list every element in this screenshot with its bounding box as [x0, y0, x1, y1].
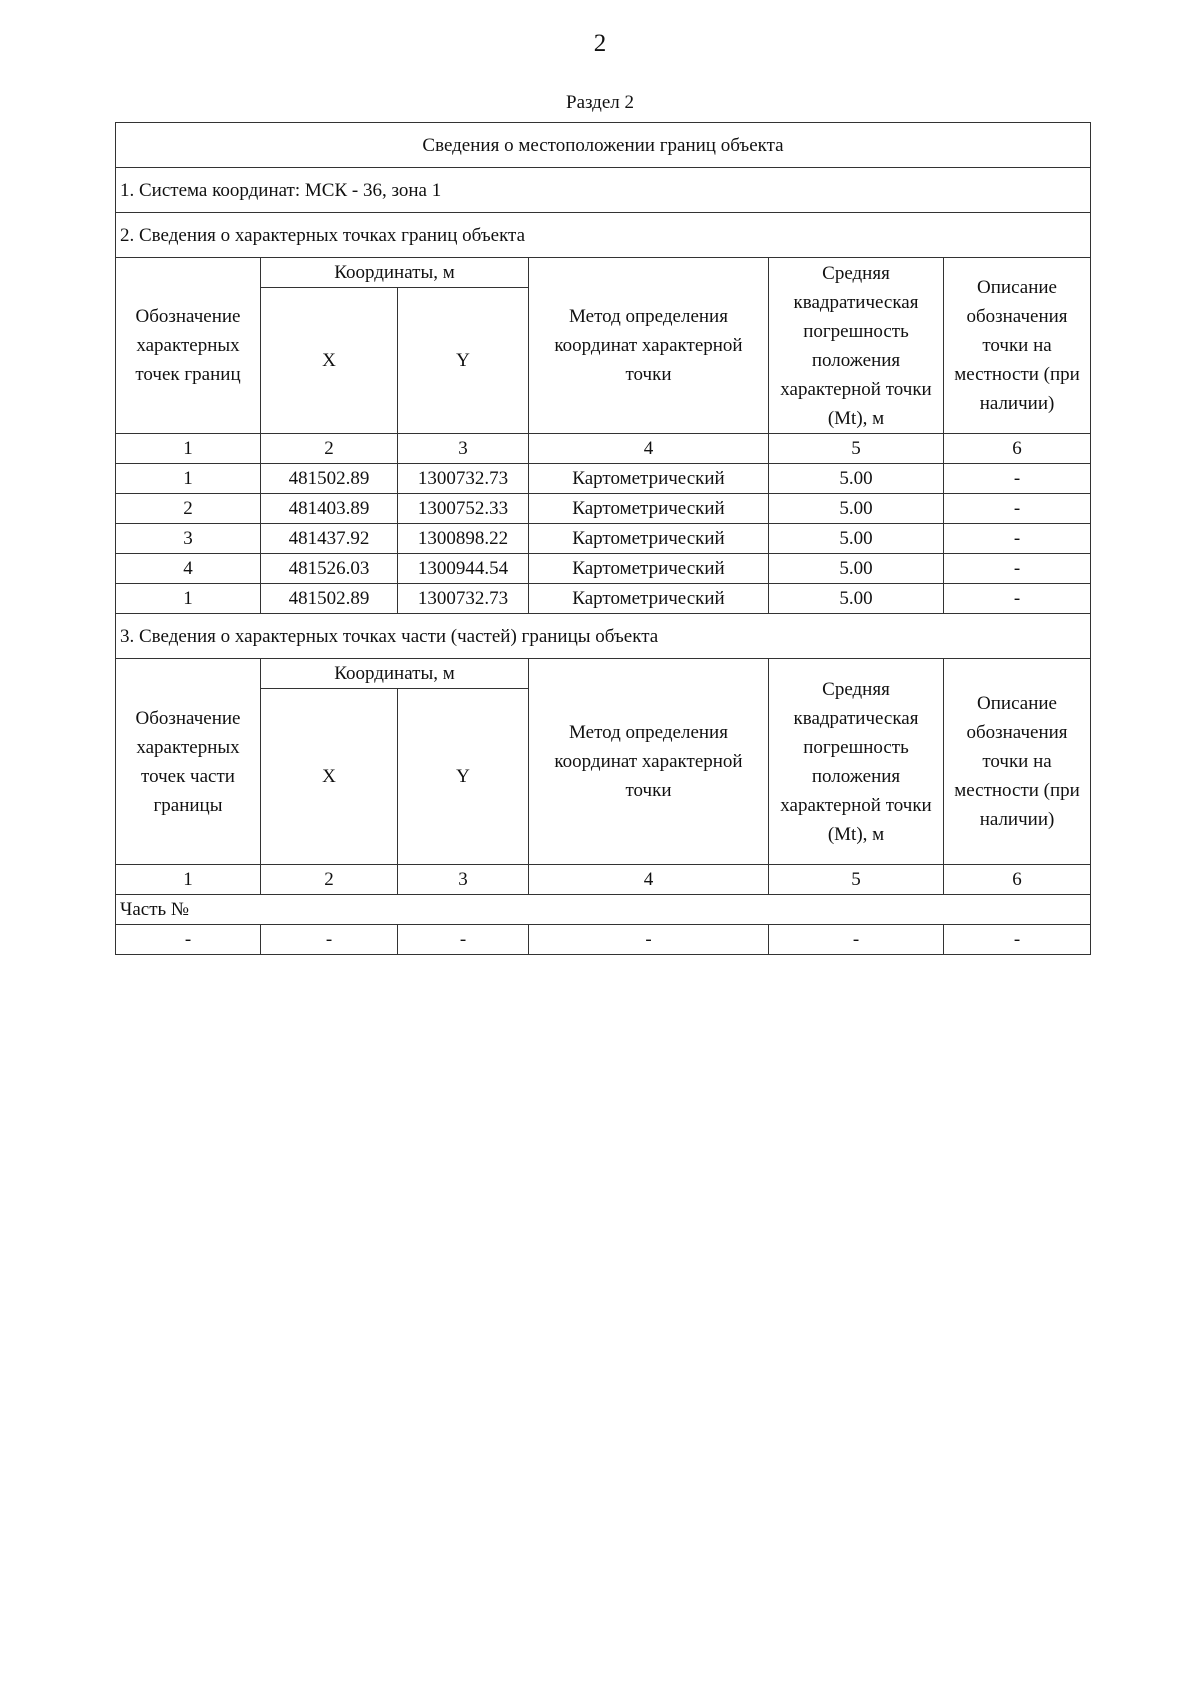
point-number: 1 — [116, 584, 261, 614]
method: - — [529, 925, 769, 955]
column-number: 4 — [529, 865, 769, 895]
method: Картометрический — [529, 554, 769, 584]
coord-y: 1300752.33 — [398, 494, 529, 524]
part3-header-y: Y — [398, 689, 529, 865]
part2-header-error: Средняя квадратическая погрешность положения характерной точки (Mt), м — [769, 258, 944, 434]
part3-header-description: Описание обозначения точки на местности (при наличии) — [944, 659, 1091, 865]
page-number: 2 — [593, 30, 607, 57]
point-number: 1 — [116, 464, 261, 494]
coord-x: - — [261, 925, 398, 955]
column-number: 5 — [769, 865, 944, 895]
coord-y: 1300732.73 — [398, 584, 529, 614]
part3-header-x: X — [261, 689, 398, 865]
coord-x: 481502.89 — [261, 464, 398, 494]
error: 5.00 — [769, 524, 944, 554]
section-title: Раздел 2 — [566, 92, 634, 113]
part2-header-y: Y — [398, 288, 529, 434]
column-number: 2 — [261, 865, 398, 895]
method: Картометрический — [529, 464, 769, 494]
part3-column-numbers — [116, 865, 1091, 895]
coord-x: 481437.92 — [261, 524, 398, 554]
part2-header-coordinates: Координаты, м — [261, 258, 529, 288]
point-number: 4 — [116, 554, 261, 584]
part2-column-numbers — [116, 434, 1091, 464]
description: - — [944, 584, 1091, 614]
coord-y: - — [398, 925, 529, 955]
column-number: 1 — [116, 434, 261, 464]
part3-header-error: Средняя квадратическая погрешность положения характерной точки (Mt), м — [769, 659, 944, 865]
column-number: 2 — [261, 434, 398, 464]
column-number: 6 — [944, 434, 1091, 464]
table-row — [116, 464, 1091, 494]
part2-heading: 2. Сведения о характерных точках границ объекта — [116, 213, 1091, 258]
part3-header-coordinates: Координаты, м — [261, 659, 529, 689]
point-number: 3 — [116, 524, 261, 554]
coordinate-system: 1. Система координат: МСК - 36, зона 1 — [116, 168, 1091, 213]
coord-x: 481526.03 — [261, 554, 398, 584]
column-number: 4 — [529, 434, 769, 464]
point-number: - — [116, 925, 261, 955]
description: - — [944, 925, 1091, 955]
part-label: Часть № — [116, 895, 1091, 925]
method: Картометрический — [529, 584, 769, 614]
error: 5.00 — [769, 464, 944, 494]
column-number: 5 — [769, 434, 944, 464]
error: 5.00 — [769, 554, 944, 584]
table-row — [116, 524, 1091, 554]
table-title: Сведения о местоположении границ объекта — [116, 123, 1091, 168]
point-number: 2 — [116, 494, 261, 524]
part3-header-method: Метод определения координат характерной точки — [529, 659, 769, 865]
part2-header-description: Описание обозначения точки на местности (при наличии) — [944, 258, 1091, 434]
coord-x: 481403.89 — [261, 494, 398, 524]
table-row — [116, 494, 1091, 524]
part3-header-point-designation: Обозначение характерных точек части границы — [116, 659, 261, 865]
column-number: 3 — [398, 434, 529, 464]
description: - — [944, 494, 1091, 524]
coord-y: 1300944.54 — [398, 554, 529, 584]
part2-header-method: Метод определения координат характерной точки — [529, 258, 769, 434]
part2-header-x: X — [261, 288, 398, 434]
column-number: 3 — [398, 865, 529, 895]
part2-header-point-designation: Обозначение характерных точек границ — [116, 258, 261, 434]
description: - — [944, 524, 1091, 554]
column-number: 1 — [116, 865, 261, 895]
coord-y: 1300732.73 — [398, 464, 529, 494]
description: - — [944, 464, 1091, 494]
method: Картометрический — [529, 494, 769, 524]
error: 5.00 — [769, 584, 944, 614]
coord-y: 1300898.22 — [398, 524, 529, 554]
table-row — [116, 584, 1091, 614]
method: Картометрический — [529, 524, 769, 554]
table-row — [116, 554, 1091, 584]
boundary-table — [115, 122, 1091, 955]
column-number: 6 — [944, 865, 1091, 895]
error: - — [769, 925, 944, 955]
coord-x: 481502.89 — [261, 584, 398, 614]
table-row — [116, 925, 1091, 955]
description: - — [944, 554, 1091, 584]
part3-heading: 3. Сведения о характерных точках части (частей) границы объекта — [116, 614, 1091, 659]
error: 5.00 — [769, 494, 944, 524]
